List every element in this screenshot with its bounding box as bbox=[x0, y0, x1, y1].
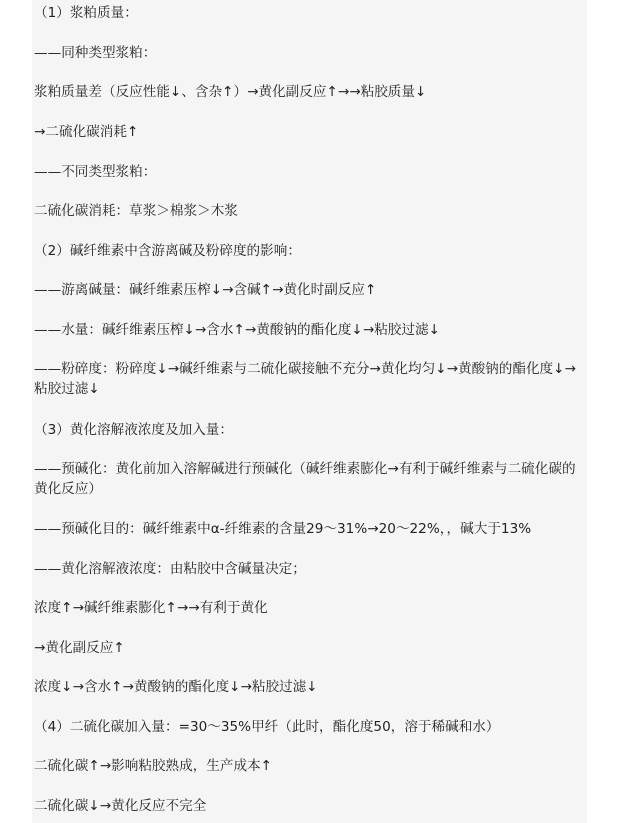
text-line: ——黄化溶解液浓度：由粘胶中含碱量决定； bbox=[34, 561, 306, 577]
text-line: 二硫化碳↓→黄化反应不完全 bbox=[34, 798, 207, 814]
text-line: 二硫化碳↑→影响粘胶熟成，生产成本↑ bbox=[34, 758, 273, 774]
subheading-different-type-pulp: ——不同类型浆粕： bbox=[34, 164, 157, 180]
text-line: →二硫化碳消耗↑ bbox=[34, 124, 139, 140]
text-line: ——游离碱量：碱纤维素压榨↓→含碱↑→黄化时副反应↑ bbox=[34, 282, 377, 298]
text-line: 浆粕质量差（反应性能↓、含杂↑）→黄化副反应↑→→粘胶质量↓ bbox=[34, 84, 427, 100]
text-paragraph: ——粉碎度：粉碎度↓→碱纤维素与二硫化碳接触不充分→黄化均匀↓→黄酸钠的酯化度↓→粘胶过滤↓ bbox=[34, 361, 576, 397]
section-heading-pulp-quality: （1）浆粕质量： bbox=[34, 5, 138, 21]
text-line: →黄化副反应↑ bbox=[34, 640, 125, 656]
section-heading-free-alkali: （2）碱纤维素中含游离碱及粉碎度的影响： bbox=[34, 243, 301, 259]
text-line: 浓度↑→碱纤维素膨化↑→→有利于黄化 bbox=[34, 600, 268, 616]
text-line: ——水量：碱纤维素压榨↓→含水↑→黄酸钠的酯化度↓→粘胶过滤↓ bbox=[34, 322, 440, 338]
section-heading-cs2-amount: （4）二硫化碳加入量：=30～35%甲纤（此时，酯化度50，溶于稀碱和水） bbox=[34, 719, 500, 735]
text-line: 二硫化碳消耗：草浆＞棉浆＞木浆 bbox=[34, 203, 238, 219]
article-body bbox=[32, 0, 587, 823]
subheading-same-type-pulp: ——同种类型浆粕： bbox=[34, 45, 157, 61]
section-heading-solution-concentration: （3）黄化溶解液浓度及加入量： bbox=[34, 422, 233, 438]
text-line: 浓度↓→含水↑→黄酸钠的酯化度↓→粘胶过滤↓ bbox=[34, 679, 318, 695]
text-paragraph: ——预碱化：黄化前加入溶解碱进行预碱化（碱纤维素膨化→有利于碱纤维素与二硫化碳的黄化反应） bbox=[34, 461, 576, 497]
text-line: ——预碱化目的：碱纤维素中α-纤维素的含量29～31%→20～22%，，碱大于13% bbox=[34, 521, 532, 537]
